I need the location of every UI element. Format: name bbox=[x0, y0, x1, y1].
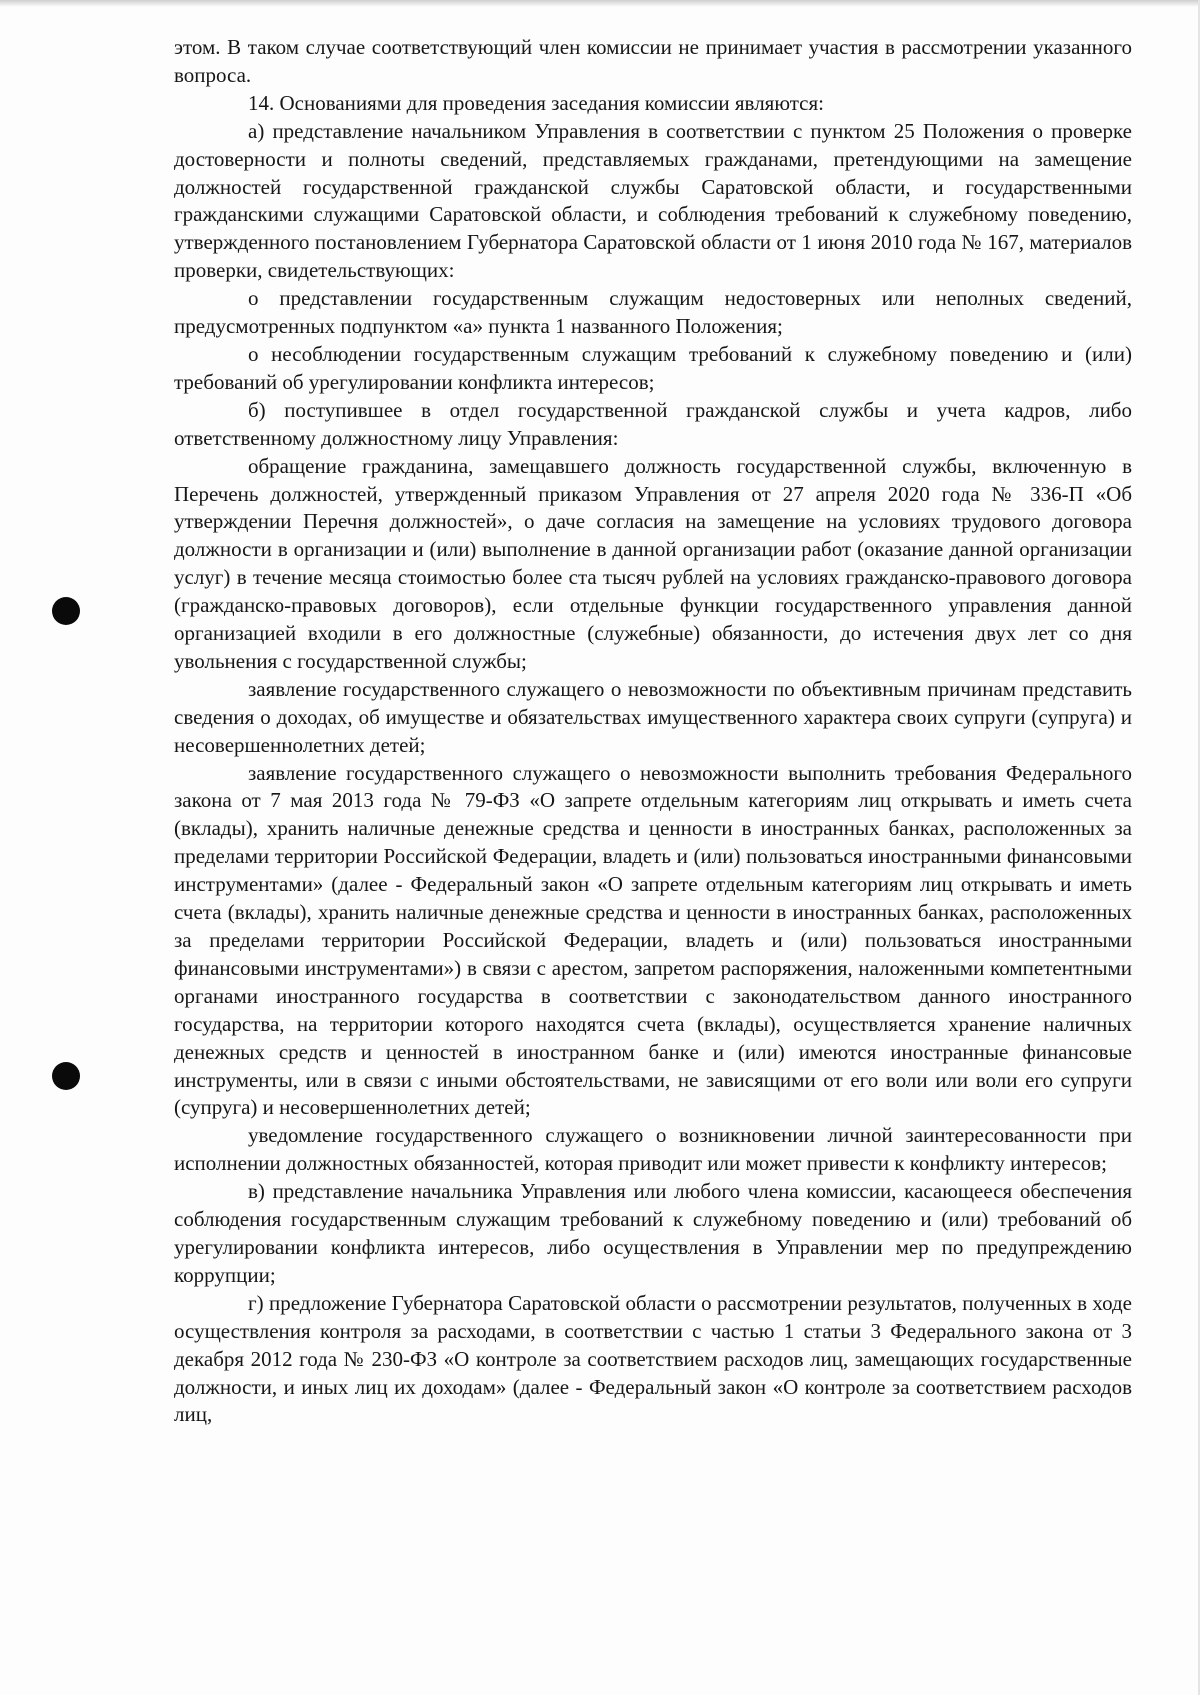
paragraph: уведомление государственного служащего о возникновении личной заинтересованности при исполнении должностных обязанностей, которая приводит или может привести к конфликту интересов; bbox=[174, 1123, 1132, 1176]
punch-hole-mark bbox=[52, 1062, 80, 1090]
paragraph-subitem-g: г) предложение Губернатора Саратовской области о рассмотрении результатов, полученных в ходе осуществления контроля за расходами, в соответствии с частью 1 статьи 3 Федерального закона от 3 декабря 2012 года № 230-ФЗ «О контроле за соответствием расходов лиц, замещающих государственные должности, и иных лиц их доходам» (далее - Федеральный закон «О контроле за соответствием расходов лиц, bbox=[174, 1290, 1132, 1427]
paragraph: обращение гражданина, замещавшего должность государственной службы, включенную в Перечень должностей, утвержденный приказом Управления от 27 апреля 2020 года № 336-П «Об утверждении Перечня должностей», о даче согласия на замещение на условиях трудового договора должности в организации и (или) выполнение в данной организации работ (оказание данной организации услуг) в течение месяца стоимостью более ста тысяч рублей на условиях гражданско-правового договора (гражданско-правовых договоров), если отдельные функции государственного управления данной организацией входили в его должностные (служебные) обязанности, до истечения двух лет со дня увольнения с государственной службы; bbox=[174, 453, 1132, 673]
paragraph-item-14: 14. Основаниями для проведения заседания комиссии являются: bbox=[248, 90, 824, 115]
document-body bbox=[174, 34, 1132, 1429]
scan-top-edge bbox=[0, 0, 1200, 7]
paragraph-continuation: этом. В таком случае соответствующий член комиссии не принимает участия в рассмотрении указанного вопроса. bbox=[174, 35, 1132, 87]
paragraph: заявление государственного служащего о невозможности выполнить требования Федерального закона от 7 мая 2013 года № 79-ФЗ «О запрете отдельным категориям лиц открывать и иметь счета (вклады), хранить наличные денежные средства и ценности в иностранных банках, расположенных за пределами территории Российской Федерации, владеть и (или) пользоваться иностранными финансовыми инструментами» (далее - Федеральный закон «О запрете отдельным категориям лиц открывать и иметь счета (вклады), хранить наличные денежные средства и ценности в иностранных банках, расположенных за пределами территории Российской Федерации, владеть и (или) пользоваться иностранными финансовыми инструментами») в связи с арестом, запретом распоряжения, наложенными компетентными органами иностранного государства в соответствии с законодательством данного иностранного государства, на территории которого находятся счета (вклады), осуществляется хранение наличных денежных средств и ценностей в иностранном банке и (или) имеются иностранные финансовые инструменты, или в связи с иными обстоятельствами, не зависящими от его воли или воли его супруги (супруга) и несовершеннолетних детей; bbox=[174, 760, 1132, 1120]
paragraph: о представлении государственным служащим недостоверных или неполных сведений, предусмотренных подпунктом «а» пункта 1 названного Положения; bbox=[174, 286, 1132, 339]
paragraph: заявление государственного служащего о невозможности по объективным причинам представить сведения о доходах, об имуществе и обязательствах имущественного характера своих супруги (супруга) и несовершеннолетних детей; bbox=[174, 676, 1132, 757]
paragraph-subitem-b: б) поступившее в отдел государственной гражданской службы и учета кадров, либо ответственному должностному лицу Управления: bbox=[174, 397, 1132, 450]
paragraph-subitem-a: а) представление начальником Управления в соответствии с пунктом 25 Положения о проверке достоверности и полноты сведений, представляемых гражданами, претендующими на замещение должностей государственной гражданской службы Саратовской области, и государственными гражданскими служащими Саратовской области, и соблюдения требований к служебному поведению, утвержденного постановлением Губернатора Саратовской области от 1 июня 2010 года № 167, материалов проверки, свидетельствующих: bbox=[174, 118, 1132, 283]
paragraph-subitem-v: в) представление начальника Управления или любого члена комиссии, касающееся обеспечения соблюдения государственным служащим требований к служебному поведению и (или) требований об урегулировании конфликта интересов, либо осуществления в Управлении мер по предупреждению коррупции; bbox=[174, 1179, 1132, 1287]
paragraph: о несоблюдении государственным служащим требований к служебному поведению и (или) требований об урегулировании конфликта интересов; bbox=[174, 341, 1132, 394]
punch-hole-mark bbox=[52, 597, 80, 625]
